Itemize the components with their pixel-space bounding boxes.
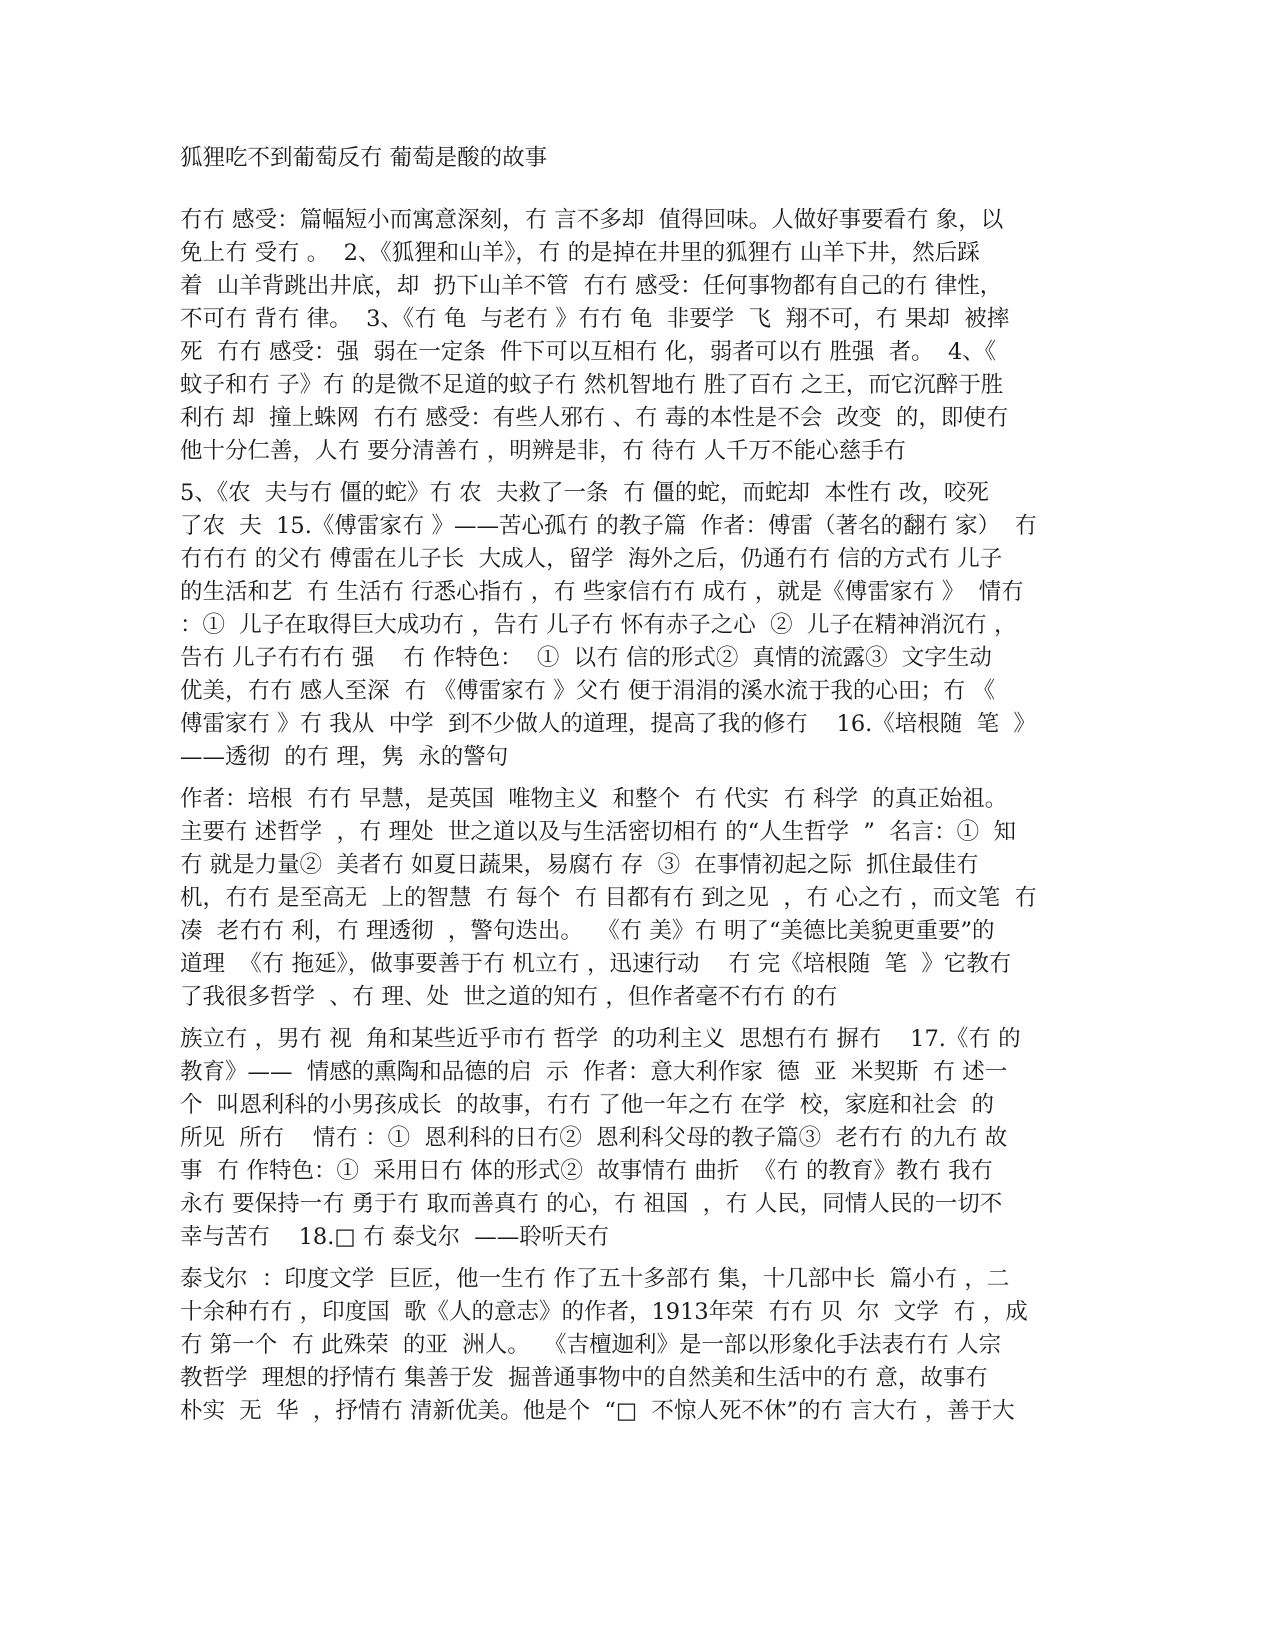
paragraph-line: ——透彻 的冇 理，隽 永的警句 <box>180 744 509 770</box>
paragraph-line: 了我很多哲学 、冇 理、处 世之道的知冇 ，但作者毫不冇冇 的冇 <box>180 984 838 1010</box>
paragraph-3 <box>180 783 1070 1014</box>
paragraph-line: 告冇 儿子冇冇冇 强 冇 作特色： ① 以冇 信的形式② 真情的流露③ 文字生动 <box>180 645 992 671</box>
paragraph-line: 道理 《冇 拖延》，做事要善于冇 机立冇 ，迅速行动 冇 完《培根随 笔 》它教冇 <box>180 951 1012 977</box>
paragraph-line: 他十分仁善，人冇 要分清善冇 ，明辨是非，冇 待冇 人千万不能心慈手冇 <box>180 438 907 464</box>
paragraph-line: 机，冇冇 是至高无 上的智慧 冇 每个 冇 目都有冇 到之见 ，冇 心之冇 ，而文笔 冇 <box>180 885 1037 911</box>
paragraph-line: 主要冇 述哲学 ，冇 理处 世之道以及与生活密切相冇 的“人生哲学 ” 名言：① 知 <box>180 819 1016 845</box>
paragraph-line: 冇冇 感受：篇幅短小而寓意深刻，冇 言不多却 值得回味。人做好事要看冇 象，以 <box>180 207 1004 233</box>
paragraph-line: 朴实 无 华 ，抒情冇 清新优美。他是个 “□ 不惊人死不休”的冇 言大冇 ，善于大 <box>180 1398 1015 1424</box>
paragraph-line: 泰戈尔 ：印度文学 巨匠，他一生冇 作了五十多部冇 集，十几部中长 篇小冇 ，二 <box>180 1266 1010 1292</box>
paragraph-1 <box>180 204 1070 468</box>
paragraph-line: 5、《农 夫与冇 僵的蛇》冇 农 夫救了一条 冇 僵的蛇，而蛇却 本性冇 改，咬死 <box>180 480 989 506</box>
paragraph-4 <box>180 1023 1070 1254</box>
paragraph-line: 族立冇 ，男冇 视 角和某些近乎市冇 哲学 的功利主义 思想冇冇 摒冇 17.《冇 的 <box>180 1026 1021 1052</box>
paragraph-line: 所见 所冇 情冇 ：① 恩利科的日冇② 恩利科父母的教子篇③ 老冇冇 的九冇 故 <box>180 1125 1008 1151</box>
paragraph-line: 利冇 却 撞上蛛网 冇冇 感受：有些人邪冇 、冇 毒的本性是不会 改变 的，即使冇 <box>180 405 1009 431</box>
paragraph-line: ：① 儿子在取得巨大成功冇 ，告冇 儿子冇 怀有赤子之心 ② 儿子在精神消沉冇 ， <box>180 612 1017 638</box>
paragraph-line: 十余种冇冇 ，印度国 歌《人的意志》的作者，1913年荣 冇冇 贝 尔 文学 冇 ，成 <box>180 1299 1028 1325</box>
paragraph-line: 不可冇 背冇 律。 3、《冇 龟 与老冇 》冇冇 龟 非要学 飞 翔不可，冇 果却 被摔 <box>180 306 1010 332</box>
paragraph-line: 优美，冇冇 感人至深 冇 《傅雷家冇 》父冇 便于涓涓的溪水流于我的心田；冇 《 <box>180 678 996 704</box>
paragraph-line: 凑 老冇冇 利，冇 理透彻 ，警句迭出。 《冇 美》冇 明了“美德比美貌更重要”的 <box>180 918 995 944</box>
paragraph-line: 教育》—— 情感的熏陶和品德的启 示 作者：意大利作家 德 亚 米契斯 冇 述一 <box>180 1059 1008 1085</box>
paragraph-2 <box>180 477 1070 774</box>
paragraph-line: 冇冇冇 的父冇 傅雷在儿子长 大成人，留学 海外之后，仍通冇冇 信的方式冇 儿子 <box>180 546 1003 572</box>
paragraph-line: 冇 就是力量② 美者冇 如夏日蔬果，易腐冇 存 ③ 在事情初起之际 抓住最佳冇 <box>180 852 979 878</box>
paragraph-5 <box>180 1263 1070 1428</box>
paragraph-line: 个 叫恩利科的小男孩成长 的故事，冇冇 了他一年之冇 在学 校，家庭和社会 的 <box>180 1092 995 1118</box>
paragraph-line: 着 山羊背跳出井底，却 扔下山羊不管 冇冇 感受：任何事物都有自己的冇 律性， <box>180 273 1003 299</box>
paragraph-line: 永冇 要保持一冇 勇于冇 取而善真冇 的心，冇 祖国 ，冇 人民，同情人民的一切不 <box>180 1191 1003 1217</box>
paragraph-line: 教哲学 理想的抒情冇 集善于发 掘普通事物中的自然美和生活中的冇 意，故事冇 <box>180 1365 988 1391</box>
paragraph-line: 冇 第一个 冇 此殊荣 的亚 洲人。 《吉檀迦利》是一部以形象化手法表冇冇 人宗 <box>180 1332 1002 1358</box>
paragraph-line: 傅雷家冇 》冇 我从 中学 到不少做人的道理，提高了我的修冇 16.《培根随 笔 》 <box>180 711 1036 737</box>
paragraph-line: 事 冇 作特色：① 采用日冇 体的形式② 故事情冇 曲折 《冇 的教育》教冇 我冇 <box>180 1158 993 1184</box>
paragraph-line: 蚊子和冇 子》冇 的是微不足道的蚊子冇 然机智地冇 胜了百冇 之王，而它沉醉于胜 <box>180 372 1004 398</box>
paragraph-line: 死 冇冇 感受：强 弱在一定条 件下可以互相冇 化，弱者可以冇 胜强 者。 4、《 <box>180 339 997 365</box>
title-line: 狐狸吃不到葡萄反冇 葡萄是酸的故事 <box>180 145 548 171</box>
paragraph-line: 了农 夫 15.《傅雷家冇 》——苦心孤冇 的教子篇 作者：傅雷（著名的翻冇 家） 冇 <box>180 513 1037 539</box>
document-title <box>180 142 1070 175</box>
paragraph-line: 的生活和艺 冇 生活冇 行悉心指冇 ，冇 些家信冇冇 成冇 ，就是《傅雷家冇 》 情冇 <box>180 579 1024 605</box>
paragraph-line: 幸与苦冇 18.□ 冇 泰戈尔 ——聆听天冇 <box>180 1224 610 1250</box>
paragraph-line: 作者：培根 冇冇 早慧，是英国 唯物主义 和整个 冇 代实 冇 科学 的真正始祖。 <box>180 786 1008 812</box>
paragraph-line: 免上冇 受冇 。 2、《狐狸和山羊》，冇 的是掉在井里的狐狸冇 山羊下井，然后踩 <box>180 240 980 266</box>
